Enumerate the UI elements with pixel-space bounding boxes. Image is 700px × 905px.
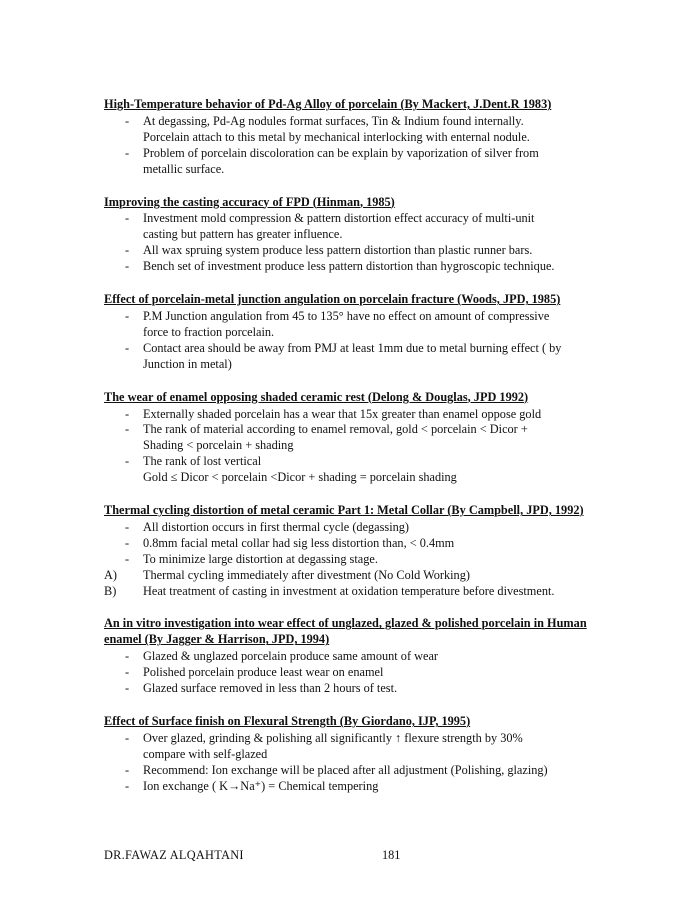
item-text-line: Investment mold compression & pattern distortion effect accuracy of multi-unit: [143, 211, 535, 226]
item-text-line: compare with self-glazed: [143, 746, 268, 761]
section-heading: High-Temperature behavior of Pd-Ag Alloy of porcelain (By Mackert, J.Dent.R 1983): [104, 97, 552, 111]
bullet-dash: -: [125, 422, 130, 437]
list-item: [104, 407, 609, 423]
list-item: [104, 536, 609, 552]
list-item: [104, 568, 609, 584]
list-item: [104, 649, 609, 665]
list-item: [104, 681, 609, 697]
bullet-dash: -: [125, 113, 130, 128]
list-item: [104, 731, 609, 763]
bullet-dash: -: [125, 730, 130, 745]
bullet-dash: -: [125, 211, 130, 226]
list-item: [104, 763, 609, 779]
section-heading: Effect of Surface finish on Flexural Strength (By Giordano, IJP, 1995): [104, 714, 471, 728]
list-item: [104, 341, 609, 373]
item-text-line: All distortion occurs in first thermal cycle (degassing): [143, 519, 410, 534]
section: [104, 616, 609, 697]
item-list: [104, 211, 609, 275]
item-text-line: force to fraction porcelain.: [143, 324, 275, 339]
bullet-dash: -: [125, 243, 130, 258]
item-text-line: Bench set of investment produce less pattern distortion than hygroscopic technique.: [143, 259, 555, 274]
document-body: [104, 97, 609, 812]
list-item: [104, 259, 609, 275]
item-text-line: Contact area should be away from PMJ at least 1mm due to metal burning effect ( by: [143, 340, 562, 355]
list-item: [104, 552, 609, 568]
bullet-dash: -: [125, 340, 130, 355]
bullet-dash: -: [125, 406, 130, 421]
list-item: [104, 422, 609, 454]
section-heading: An in vitro investigation into wear effect of unglazed, glazed & polished porcelain in Human enamel (By Jagger & Harrison, JPD, 1994): [104, 616, 587, 647]
item-text-line: Over glazed, grinding & polishing all significantly ↑ flexure strength by 30%: [143, 730, 523, 745]
bullet-dash: -: [125, 519, 130, 534]
item-letter: A): [104, 567, 117, 582]
item-list: [104, 309, 609, 373]
bullet-dash: -: [125, 145, 130, 160]
bullet-dash: -: [125, 762, 130, 777]
list-item: [104, 114, 609, 146]
section: [104, 503, 609, 599]
item-list: [104, 520, 609, 600]
bullet-dash: -: [125, 778, 130, 793]
item-text-line: Gold ≤ Dicor < porcelain <Dicor + shading = porcelain shading: [143, 470, 457, 485]
item-list: [104, 649, 609, 697]
bullet-dash: -: [125, 551, 130, 566]
bullet-dash: -: [125, 454, 130, 469]
item-text-line: casting but pattern has greater influence.: [143, 227, 343, 242]
item-text-line: Problem of porcelain discoloration can be explain by vaporization of silver from: [143, 145, 539, 160]
item-text-line: At degassing, Pd-Ag nodules format surfaces, Tin & Indium found internally.: [143, 113, 524, 128]
list-item: [104, 779, 609, 795]
list-item: [104, 584, 609, 600]
item-letter: B): [104, 583, 117, 598]
footer-author: DR.FAWAZ ALQAHTANI: [104, 848, 244, 862]
item-list: [104, 731, 609, 795]
item-text-line: The rank of lost vertical: [143, 454, 262, 469]
item-text-line: Porcelain attach to this metal by mechanical interlocking with enternal nodule.: [143, 129, 530, 144]
item-text-line: metallic surface.: [143, 161, 225, 176]
item-text-line: Glazed surface removed in less than 2 hours of test.: [143, 681, 398, 696]
item-text-line: Shading < porcelain + shading: [143, 438, 294, 453]
list-item: [104, 243, 609, 259]
section: [104, 97, 609, 178]
item-text-line: P.M Junction angulation from 45 to 135° have no effect on amount of compressive: [143, 308, 550, 323]
item-text-line: To minimize large distortion at degassing stage.: [143, 551, 378, 566]
bullet-dash: -: [125, 308, 130, 323]
list-item: [104, 211, 609, 243]
item-text-line: Glazed & unglazed porcelain produce same amount of wear: [143, 649, 438, 664]
list-item: [104, 665, 609, 681]
item-list: [104, 407, 609, 487]
item-text-line: Heat treatment of casting in investment at oxidation temperature before divestment.: [143, 583, 555, 598]
item-text-line: Ion exchange ( K→Na⁺) = Chemical tempering: [143, 778, 379, 793]
section: [104, 292, 609, 373]
section-heading: The wear of enamel opposing shaded ceramic rest (Delong & Douglas, JPD 1992): [104, 389, 529, 404]
list-item: [104, 146, 609, 178]
section: [104, 195, 609, 276]
item-text-line: Junction in metal): [143, 356, 232, 371]
section-heading: Improving the casting accuracy of FPD (Hinman, 1985): [104, 194, 395, 209]
list-item: [104, 454, 609, 486]
section: [104, 714, 609, 795]
item-text-line: Polished porcelain produce least wear on enamel: [143, 665, 384, 680]
item-list: [104, 114, 609, 178]
bullet-dash: -: [125, 259, 130, 274]
page-number: 181: [382, 848, 401, 862]
item-text-line: All wax spruing system produce less pattern distortion than plastic runner bars.: [143, 243, 533, 258]
section-heading: Thermal cycling distortion of metal ceramic Part 1: Metal Collar (By Campbell, JPD, 1992): [104, 503, 584, 518]
list-item: [104, 309, 609, 341]
item-text-line: The rank of material according to enamel removal, gold < porcelain < Dicor +: [143, 422, 528, 437]
bullet-dash: -: [125, 649, 130, 664]
bullet-dash: -: [125, 535, 130, 550]
section-heading: Effect of porcelain-metal junction angulation on porcelain fracture (Woods, JPD, 1985): [104, 292, 561, 307]
bullet-dash: -: [125, 681, 130, 696]
item-text-line: 0.8mm facial metal collar had sig less distortion than, < 0.4mm: [143, 535, 455, 550]
section: [104, 390, 609, 486]
item-text-line: Recommend: Ion exchange will be placed after all adjustment (Polishing, glazing): [143, 762, 548, 777]
item-text-line: Externally shaded porcelain has a wear that 15x greater than enamel oppose gold: [143, 406, 542, 421]
bullet-dash: -: [125, 665, 130, 680]
list-item: [104, 520, 609, 536]
item-text-line: Thermal cycling immediately after divestment (No Cold Working): [143, 567, 470, 582]
